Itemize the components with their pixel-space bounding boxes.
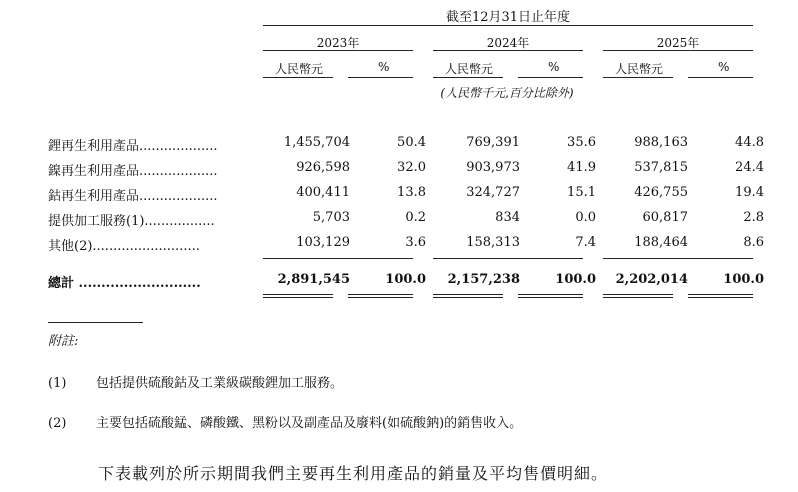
- table-row: [48, 160, 764, 179]
- cell-percent-2025: 2.8: [743, 210, 764, 225]
- col-currency-2025: 人民幣元: [615, 62, 664, 76]
- sub-rule-4: [518, 77, 583, 78]
- year-rule-2023: [263, 50, 413, 51]
- cell-percent-2025: 100.0: [723, 272, 764, 287]
- cell-percent-2024: 7.4: [575, 235, 596, 250]
- table-row: [48, 135, 764, 154]
- cell-value-2024: 834: [495, 210, 520, 225]
- period-heading: 截至12月31日止年度: [445, 10, 571, 25]
- total-double-rule-a1: [263, 294, 333, 295]
- total-double-rule-b2: [348, 297, 413, 298]
- total-double-rule-b4: [518, 297, 583, 298]
- notes-divider: [48, 322, 143, 323]
- year-2025: 2025年: [656, 36, 700, 50]
- cell-value-2025: 537,815: [634, 160, 688, 175]
- table-row: [48, 185, 764, 204]
- row-label: 提供加工服務(1).................: [48, 214, 215, 229]
- cell-value-2023: 400,411: [296, 185, 350, 200]
- total-double-rule-b5: [603, 297, 673, 298]
- row-label: 鋰再生利用產品...................: [48, 139, 218, 154]
- note-1: [48, 372, 343, 391]
- note-number: (2): [48, 416, 67, 431]
- sub-rule-1: [263, 77, 333, 78]
- pre-total-rule-1: [263, 258, 413, 259]
- footer-paragraph: 下表載列於所示期間我們主要再生利用產品的銷量及平均售價明細。: [98, 464, 609, 483]
- cell-percent-2024: 35.6: [567, 135, 596, 150]
- total-double-rule-a6: [688, 294, 753, 295]
- total-double-rule-a3: [433, 294, 503, 295]
- cell-value-2023: 926,598: [296, 160, 350, 175]
- cell-value-2024: 158,313: [466, 235, 520, 250]
- year-rule-2024: [433, 50, 583, 51]
- table-row: [48, 210, 764, 229]
- note-number: (1): [48, 376, 67, 391]
- year-2024: 2024年: [486, 36, 530, 50]
- table-row-total: [48, 272, 764, 291]
- cell-percent-2023: 3.6: [405, 235, 426, 250]
- cell-percent-2024: 41.9: [567, 160, 596, 175]
- period-rule: [263, 25, 753, 26]
- cell-value-2025: 2,202,014: [615, 272, 688, 287]
- row-label: 鎳再生利用產品...................: [48, 164, 218, 179]
- row-label: 鈷再生利用產品...................: [48, 189, 218, 204]
- col-currency-2024: 人民幣元: [445, 62, 494, 76]
- cell-percent-2023: 13.8: [397, 185, 426, 200]
- cell-percent-2025: 19.4: [735, 185, 764, 200]
- note-2: [48, 412, 522, 431]
- cell-value-2024: 324,727: [466, 185, 520, 200]
- row-label: 總計 ...........................: [48, 276, 201, 291]
- sub-rule-6: [688, 77, 753, 78]
- unit-note: (人民幣千元,百分比除外): [440, 86, 574, 100]
- cell-value-2024: 903,973: [466, 160, 520, 175]
- cell-percent-2024: 15.1: [567, 185, 596, 200]
- cell-percent-2023: 32.0: [397, 160, 426, 175]
- year-rule-2025: [603, 50, 753, 51]
- cell-value-2025: 60,817: [642, 210, 688, 225]
- total-double-rule-b3: [433, 297, 503, 298]
- notes-title: 附註:: [48, 334, 79, 349]
- cell-percent-2025: 24.4: [735, 160, 764, 175]
- cell-percent-2024: 0.0: [575, 210, 596, 225]
- col-percent-2023: %: [378, 60, 390, 74]
- cell-value-2024: 769,391: [466, 135, 520, 150]
- table-row: [48, 235, 764, 254]
- note-text: 包括提供硫酸鈷及工業級碳酸鋰加工服務。: [96, 376, 344, 391]
- total-double-rule-a4: [518, 294, 583, 295]
- total-double-rule-b1: [263, 297, 333, 298]
- cell-value-2023: 103,129: [296, 235, 350, 250]
- cell-percent-2025: 44.8: [735, 135, 764, 150]
- cell-value-2023: 2,891,545: [277, 272, 350, 287]
- cell-percent-2023: 50.4: [397, 135, 426, 150]
- total-double-rule-a2: [348, 294, 413, 295]
- pre-total-rule-2: [433, 258, 583, 259]
- note-text: 主要包括硫酸錳、磷酸鐵、黑粉以及副產品及廢料(如硫酸鈉)的銷售收入。: [96, 416, 523, 431]
- cell-percent-2023: 0.2: [405, 210, 426, 225]
- sub-rule-5: [603, 77, 673, 78]
- total-double-rule-a5: [603, 294, 673, 295]
- cell-value-2023: 1,455,704: [283, 135, 350, 150]
- col-currency-2023: 人民幣元: [275, 62, 324, 76]
- cell-value-2025: 426,755: [634, 185, 688, 200]
- cell-value-2025: 988,163: [634, 135, 688, 150]
- cell-value-2023: 5,703: [312, 210, 350, 225]
- cell-percent-2024: 100.0: [555, 272, 596, 287]
- cell-percent-2025: 8.6: [743, 235, 764, 250]
- col-percent-2024: %: [548, 60, 560, 74]
- sub-rule-2: [348, 77, 413, 78]
- pre-total-rule-3: [603, 258, 753, 259]
- cell-percent-2023: 100.0: [385, 272, 426, 287]
- cell-value-2025: 188,464: [634, 235, 688, 250]
- row-label: 其他(2)..........................: [48, 239, 200, 254]
- total-double-rule-b6: [688, 297, 753, 298]
- year-2023: 2023年: [316, 36, 360, 50]
- col-percent-2025: %: [718, 60, 730, 74]
- sub-rule-3: [433, 77, 503, 78]
- cell-value-2024: 2,157,238: [447, 272, 520, 287]
